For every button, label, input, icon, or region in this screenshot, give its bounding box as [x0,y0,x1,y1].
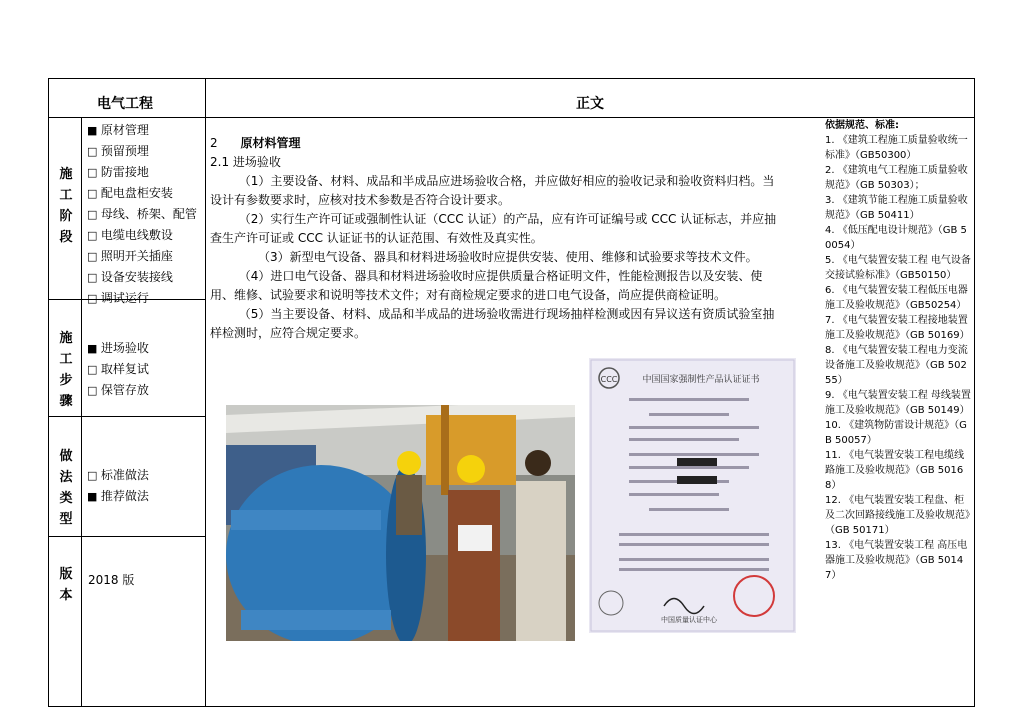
option-item[interactable]: □ 取样复试 [87,362,149,376]
option-item[interactable]: □ 预留预埋 [87,144,149,158]
reference-item: 2. 《建筑电气工程施工质量验收规范》（GB 50303）； [825,165,968,191]
certificate-title: 中国国家强制性产品认证证书 [642,375,760,385]
paragraph: （5）当主要设备、材料、成品和半成品的进场验收需进行现场抽样检测或因有异议送有资质试验室抽样检测时，应符合规定要求。 [210,307,775,340]
option-item[interactable]: □ 防雷接地 [87,165,149,179]
header-left: 电气工程 [97,96,153,112]
option-item[interactable]: □ 配电盘柜安装 [87,186,173,200]
certificate-issuer: 中国质量认证中心 [661,616,717,624]
reference-item: 1. 《建筑工程施工质量验收统一标准》（GB50300） [825,135,968,161]
method-options [87,465,149,507]
reference-list [825,118,973,583]
reference-item: 6. 《电气装置安装工程低压电器施工及验收规范》（GB50254） [825,285,968,311]
label-method-type: 做 法 类 型 [59,449,73,527]
reference-item: 8. 《电气装置安装工程电力变流设备施工及验收规范》（GB 50255） [825,345,968,386]
option-item[interactable]: ■ 原材管理 [87,123,149,137]
certificate-illustration [589,358,796,633]
option-item[interactable]: □ 设备安装接线 [87,270,173,284]
option-item[interactable]: □ 标准做法 [87,468,149,482]
col-divider-1 [81,118,82,707]
paragraph: （2）实行生产许可证或强制性认证（CCC 认证）的产品，应有许可证编号或 CCC 认证标志，并应抽查生产许可证或 CCC 认证证书的认证范围、有效性及真实性。 [210,212,777,245]
reference-item: 3. 《建筑节能工程施工质量验收规范》（GB 50411） [825,195,968,221]
reference-item: 9. 《电气装置安装工程 母线装置施工及验收规范》（GB 50149） [825,390,971,416]
reference-item: 5. 《电气装置安装工程 电气设备交接试验标准》（GB50150） [825,255,971,281]
main-content [210,138,785,343]
section-heading: 原材料管理 [240,136,301,150]
subheading: 2.1 进场验收 [210,155,281,169]
paragraph: （4）进口电气设备、器具和材料进场验收时应提供质量合格证明文件，性能检测报告以及安装、使用、维修、试验要求和说明等技术文件；对有商检规定要求的进口电气设备，尚应提供商检证明。 [210,269,763,302]
header-right: 正文 [576,96,604,112]
version-value: 2018 版 [88,573,135,587]
option-item[interactable]: □ 调试运行 [87,291,149,305]
cable-inspection-photo [226,405,575,641]
ccc-certificate-image [589,358,796,633]
reference-item: 10. 《建筑物防雷设计规范》（GB 50057） [825,420,967,446]
label-version: 版 本 [59,567,73,603]
reference-item: 7. 《电气装置安装工程接地装置施工及验收规范》（GB 50169） [825,315,970,341]
row-divider-3 [48,536,205,537]
photo-illustration [226,405,575,641]
row-divider-2 [48,416,205,417]
option-item[interactable]: ■ 进场验收 [87,341,149,355]
option-item[interactable]: □ 保管存放 [87,383,149,397]
option-item[interactable]: □ 电缆电线敷设 [87,228,173,242]
paragraph: （3）新型电气设备、器具和材料进场验收时应提供安装、使用、维修和试验要求等技术文件。 [258,250,758,264]
reference-item: 11. 《电气装置安装工程电缆线路施工及验收规范》（GB 50168） [825,450,965,491]
col-divider-2 [205,78,206,707]
reference-title: 依据规范、标准: [825,120,899,131]
reference-item: 13. 《电气装置安装工程 高压电器施工及验收规范》（GB 50147） [825,540,968,581]
reference-item: 4. 《低压配电设计规范》（GB 50054） [825,225,967,251]
step-options [87,338,149,401]
option-item[interactable]: □ 照明开关插座 [87,249,173,263]
option-item[interactable]: ■ 推荐做法 [87,489,149,503]
label-construction-stage: 施 工 阶 段 [59,167,73,245]
label-construction-steps: 施 工 步 骤 [59,331,73,409]
svg-text:CCC: CCC [600,375,618,384]
section-number: 2 [210,136,218,150]
stage-options [87,120,197,309]
paragraph: （1）主要设备、材料、成品和半成品应进场验收合格，并应做好相应的验收记录和验收资料归档。当设计有参数要求时，应核对技术参数是否符合设计要求。 [210,174,775,207]
option-item[interactable]: □ 母线、桥架、配管 [87,207,197,221]
reference-item: 12. 《电气装置安装工程盘、柜及二次回路接线施工及验收规范》（GB 50171） [825,495,970,536]
